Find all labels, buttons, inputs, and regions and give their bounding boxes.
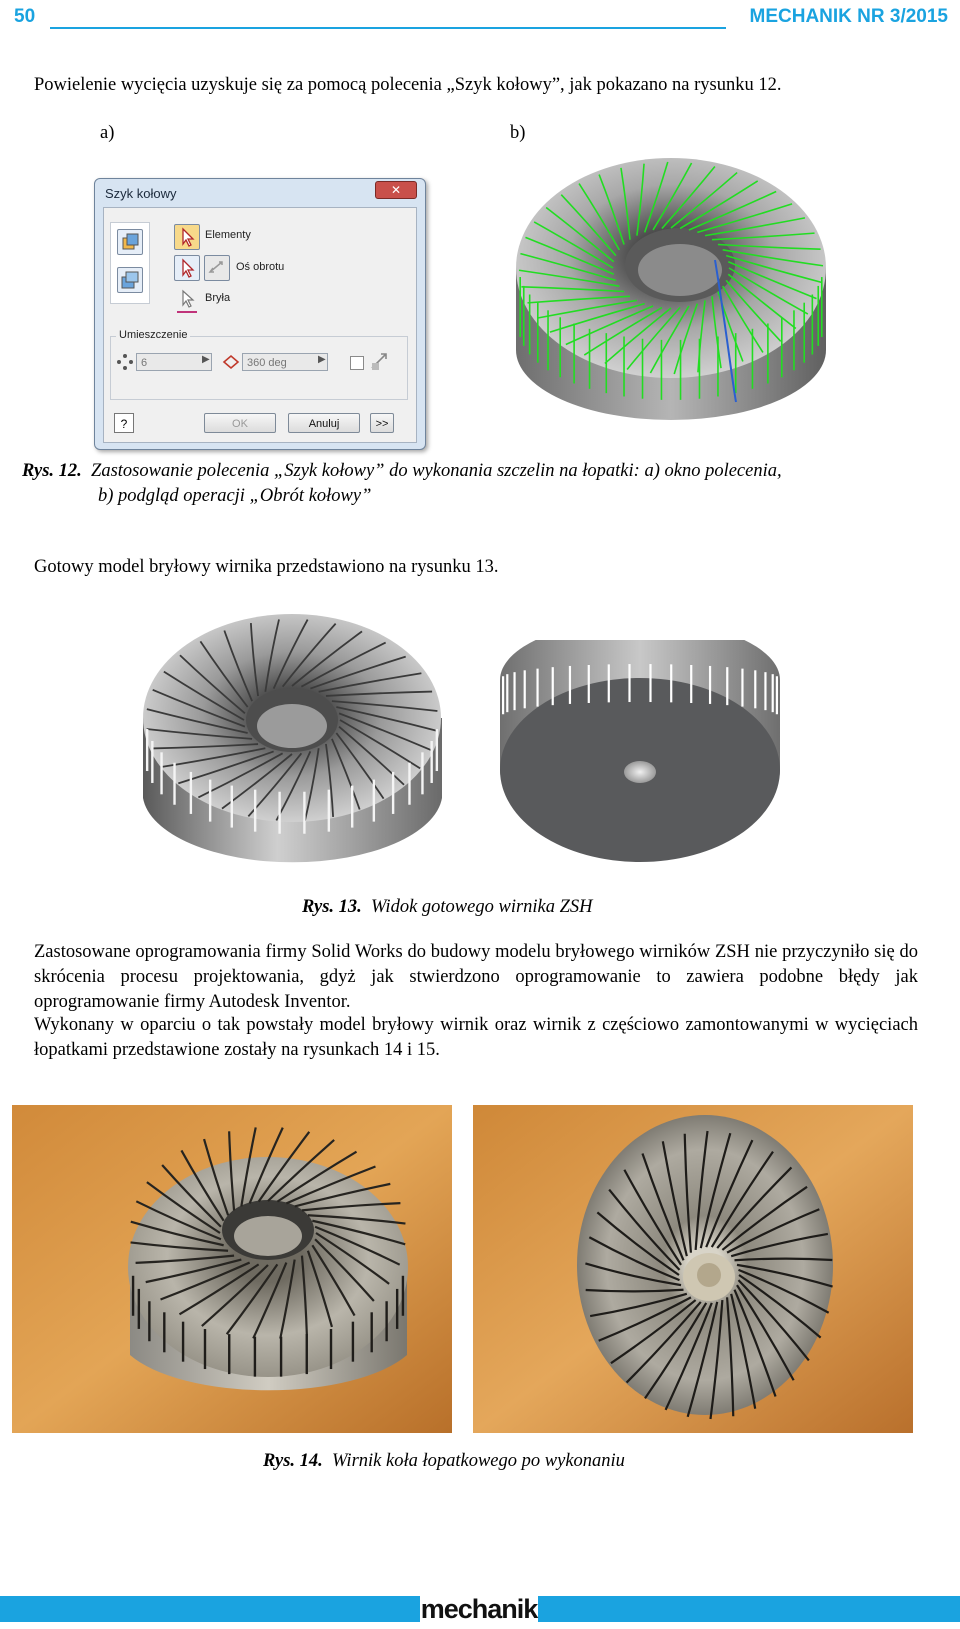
rotation-preview-image [510, 140, 830, 430]
fig13-caption [302, 897, 702, 918]
fig12-caption-line2: b) podgląd operacji „Obrót kołowy” [98, 486, 372, 506]
pattern-type-group [110, 222, 150, 304]
angle-icon [222, 353, 240, 371]
model-paragraph: Gotowy model bryłowy wirnika przedstawiono na rysunku 13. [34, 557, 499, 577]
circular-pattern-icon[interactable] [117, 229, 143, 255]
mechanik-logo: mechanik [420, 1594, 538, 1624]
fig14-caption [263, 1451, 763, 1472]
fig13-caption-text: Widok gotowego wirnika ZSH [371, 897, 593, 917]
fig14-caption-label: Rys. 14. [263, 1451, 323, 1471]
direction-icon[interactable] [368, 350, 392, 374]
solidworks-paragraph: Zastosowane oprogramowania firmy Solid Works do budowy modelu bryłowego wirników ZSH nie przyczyniło się do skrócenia procesu projektowania, gdyż jak stwierdzono oprogramowanie to zawiera podobne błędy jak oprogramowanie firmy Autodesk Inventor. [34, 942, 918, 1012]
fig12-label-b: b) [510, 123, 526, 143]
ok-button[interactable]: OK [204, 413, 276, 433]
fig12-caption-label: Rys. 12. [22, 461, 82, 481]
impeller-model-top-view [140, 608, 445, 870]
help-button[interactable]: ? [114, 413, 134, 433]
dialog-title: Szyk kołowy [105, 186, 177, 201]
axis-select-icon[interactable] [174, 255, 200, 281]
elements-select-icon[interactable] [174, 224, 200, 250]
fig13-caption-label: Rys. 13. [302, 897, 362, 917]
circular-pattern-dialog [94, 178, 426, 450]
fig14-caption-text: Wirnik koła łopatkowego po wykonaniu [332, 1451, 625, 1471]
angle-input[interactable]: 360 deg [242, 353, 328, 371]
count-input[interactable]: 6 [136, 353, 212, 371]
count-arrow-icon[interactable]: ▶ [202, 354, 210, 365]
cancel-button[interactable]: Anuluj [288, 413, 360, 433]
solid-label: Bryła [205, 292, 231, 304]
fig12-label-a: a) [100, 123, 115, 143]
manufactured-paragraph: Wykonany w oparciu o tak powstały model bryłowy wirnik oraz wirnik z częściowo zamontowanymi w wycięciach łopatkami przedstawione zostały na rysunkach 14 i 15. [34, 1015, 918, 1060]
impeller-photo-right [473, 1105, 913, 1433]
placement-label: Umieszczenie [116, 329, 190, 341]
intro-paragraph: Powielenie wycięcia uzyskuje się za pomocą polecenia „Szyk kołowy”, jak pokazano na rysunku 12. [34, 75, 782, 95]
elements-label: Elementy [205, 229, 251, 241]
header-rule [50, 27, 726, 29]
page-number: 50 [14, 6, 36, 27]
angle-arrow-icon[interactable]: ▶ [318, 354, 326, 365]
dialog-close-button[interactable]: ✕ [375, 181, 417, 199]
journal-title: MECHANIK NR 3/2015 [749, 6, 948, 27]
fig12-caption [22, 461, 922, 482]
pattern-body-icon[interactable] [117, 267, 143, 293]
impeller-model-bottom-view [498, 640, 783, 870]
dialog-body [103, 207, 417, 443]
solid-select-icon[interactable] [174, 287, 200, 315]
flip-axis-icon[interactable] [204, 255, 230, 281]
midplane-checkbox[interactable] [350, 356, 364, 370]
count-icon [116, 353, 134, 371]
fig12-caption-line1: Zastosowanie polecenia „Szyk kołowy” do wykonania szczelin na łopatki: a) okno polecenia, [91, 461, 782, 481]
more-button[interactable]: >> [370, 413, 394, 433]
impeller-photo-left [12, 1105, 452, 1433]
axis-label: Oś obrotu [236, 261, 285, 273]
